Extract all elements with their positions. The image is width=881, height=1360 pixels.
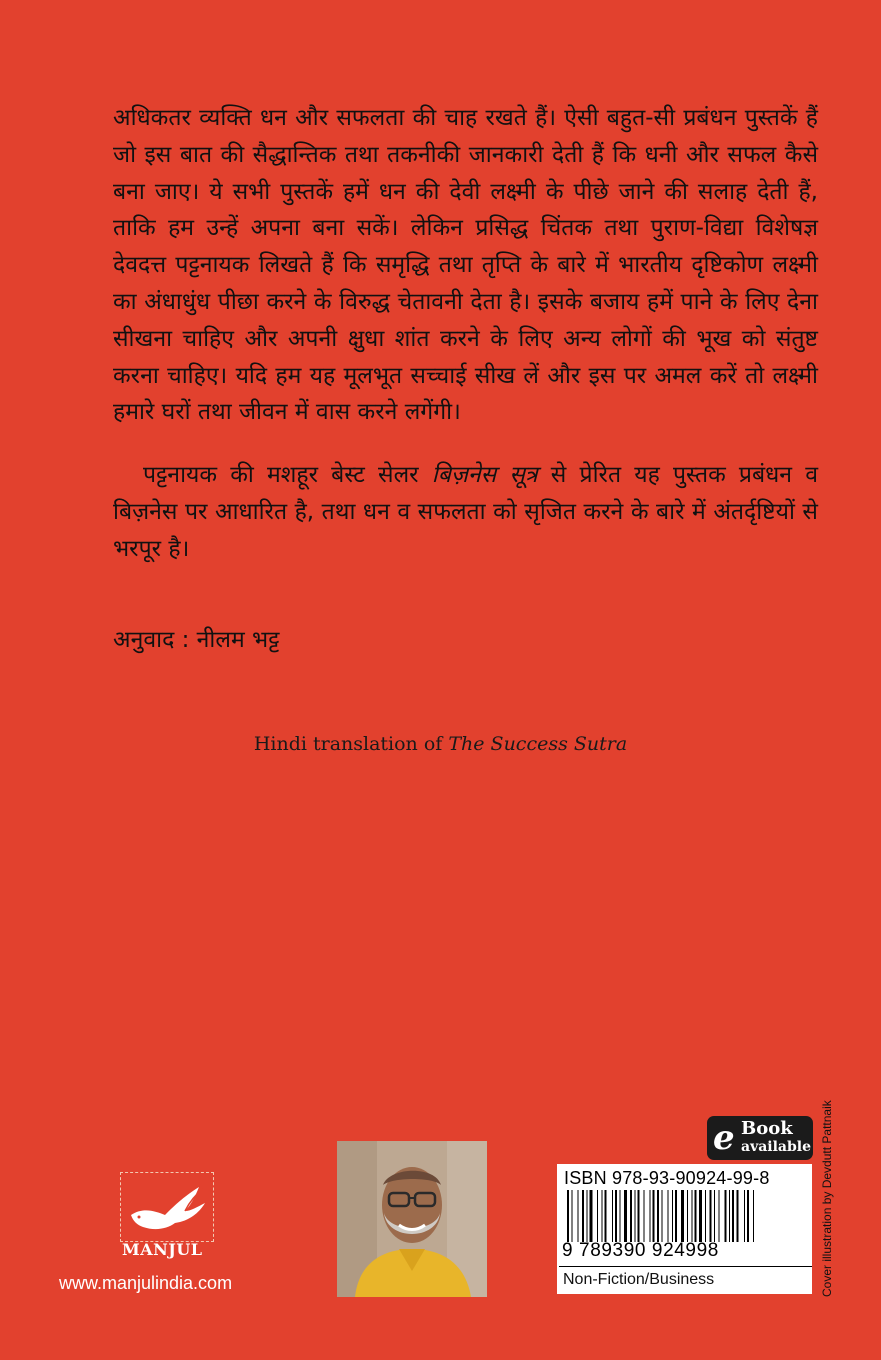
publisher-name: MANJUL bbox=[122, 1240, 203, 1259]
translation-note bbox=[0, 733, 881, 755]
author-photo bbox=[337, 1141, 487, 1297]
book-blurb bbox=[113, 100, 818, 568]
ebook-word: Book bbox=[741, 1118, 793, 1139]
publisher-website[interactable]: www.manjulindia.com bbox=[59, 1273, 233, 1293]
source-book-title: बिज़नेस सूत्र bbox=[431, 462, 538, 489]
blurb-paragraph-2 bbox=[113, 457, 818, 567]
translator-credit: अनुवाद : नीलम भट्ट bbox=[113, 627, 280, 653]
blurb-paragraph-2-start: पट्टनायक की मशहूर बेस्ट सेलर bbox=[143, 462, 432, 489]
ebook-letter: e bbox=[713, 1118, 735, 1158]
ebook-status: available bbox=[741, 1139, 811, 1155]
barcode-icon bbox=[565, 1190, 805, 1242]
original-title: The Success Sutra bbox=[448, 733, 628, 755]
publisher-logo bbox=[120, 1172, 214, 1242]
blurb-paragraph-2-end: से प्रेरित यह पुस्तक प्रबंधन व बिज़नेस पर आधारित है, तथा धन व सफलता को सृजित करने के बारे में अंतर्दृष्टियों से भरपूर है। bbox=[113, 462, 818, 562]
isbn-number: ISBN 978-93-90924-99-8 bbox=[564, 1168, 770, 1188]
book-category: Non-Fiction/Business bbox=[559, 1266, 812, 1292]
bird-logo-icon bbox=[125, 1177, 211, 1239]
blurb-paragraph-1: अधिकतर व्यक्ति धन और सफलता की चाह रखते हैं। ऐसी बहुत-सी प्रबंधन पुस्तकें हैं जो इस बात की सैद्धान्तिक तथा तकनीकी जानकारी देती हैं कि धनी और सफल कैसे बना जाए। ये सभी पुस्तकें हमें धन की देवी लक्ष्मी के पीछे जाने की सलाह देती हैं, ताकि हम उन्हें अपना बना सकें। लेकिन प्रसिद्ध चिंतक तथा पुराण-विद्या विशेषज्ञ देवदत्त पट्टनायक लिखते हैं कि समृद्धि तथा तृप्ति के बारे में भारतीय दृष्टिकोण लक्ष्मी का अंधाधुंध पीछा करने के विरुद्ध चेतावनी देता है। इसके बजाय हमें पाने के लिए देना सीखना चाहिए और अपनी क्षुधा शांत करने के लिए अन्य लोगों की भूख को संतुष्ट करना चाहिए। यदि हम यह मूलभूत सच्चाई सीख लें और इस पर अमल करें तो लक्ष्मी हमारे घरों तथा जीवन में वास करने लगेंगी। bbox=[113, 105, 818, 426]
barcode-digits: 9 789390 924998 bbox=[562, 1240, 719, 1261]
translation-note-prefix: Hindi translation of bbox=[253, 733, 449, 755]
cover-credit: Cover illustration by Devdutt Pattnaik bbox=[820, 1100, 834, 1297]
ebook-badge bbox=[707, 1116, 813, 1160]
